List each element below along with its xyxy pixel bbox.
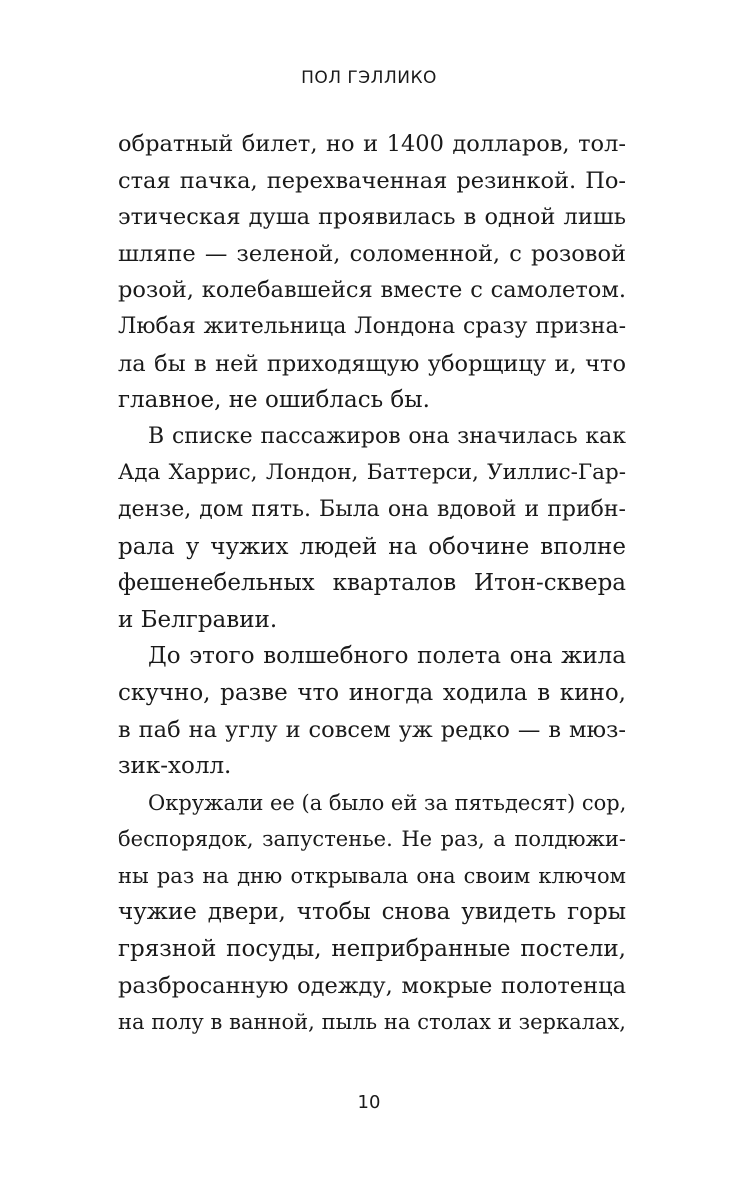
text-line: Любая жительница Лондона сразу призна- [118, 313, 626, 339]
text-line: ла бы в ней приходящую уборщицу и, что [118, 350, 626, 377]
text-line: До этого волшебного полета она жила [148, 643, 626, 670]
paragraph-3 [118, 638, 626, 784]
running-head: ПОЛ ГЭЛЛИКО [301, 68, 437, 88]
text-line: стая пачка, перехваченная резинкой. По- [118, 167, 626, 194]
text-line: розой, колебавшейся вместе с самолетом. [118, 277, 626, 304]
text-line: В списке пассажиров она значилась как [148, 423, 626, 449]
text-line: в паб на углу и совсем уж редко — в мюз- [118, 716, 626, 743]
paragraph-2 [118, 419, 626, 639]
text-line: и Белгравии. [118, 606, 278, 633]
paragraph-1 [118, 126, 626, 419]
text-line: ны раз на дню открывала она своим ключом [118, 863, 626, 888]
text-line: рала у чужих людей на обочине вполне [118, 533, 626, 560]
text-line: зик-холл. [118, 753, 232, 780]
body-text [118, 126, 626, 1041]
text-line: Ада Харрис, Лондон, Баттерси, Уиллис-Гар- [118, 460, 626, 486]
text-line: чужие двери, чтобы снова увидеть горы [118, 899, 626, 926]
text-line: на полу в ванной, пыль на столах и зеркалах, [118, 1010, 626, 1035]
text-line: дензе, дом пять. Была она вдовой и прибн- [118, 496, 626, 522]
paragraph-4 [118, 785, 626, 1041]
page-number: 10 [357, 1092, 381, 1113]
text-line: скучно, разве что иногда ходила в кино, [118, 679, 626, 706]
text-line: грязной посуды, неприбранные постели, [118, 936, 626, 963]
text-line: главное, не ошиблась бы. [118, 387, 430, 414]
text-line: фешенебельных кварталов Итон-сквера [118, 570, 626, 597]
text-line: этическая душа проявилась в одной лишь [118, 204, 626, 231]
text-line: разбросанную одежду, мокрые полотенца [118, 972, 626, 999]
text-line: обратный билет, но и 1400 долларов, тол- [118, 131, 626, 157]
text-line: беспорядок, запустенье. Не раз, а полдюжи- [118, 827, 626, 852]
text-line: Окружали ее (а было ей за пятьдесят) сор, [148, 790, 627, 815]
text-line: шляпе — зеленой, соломенной, с розовой [118, 240, 626, 267]
